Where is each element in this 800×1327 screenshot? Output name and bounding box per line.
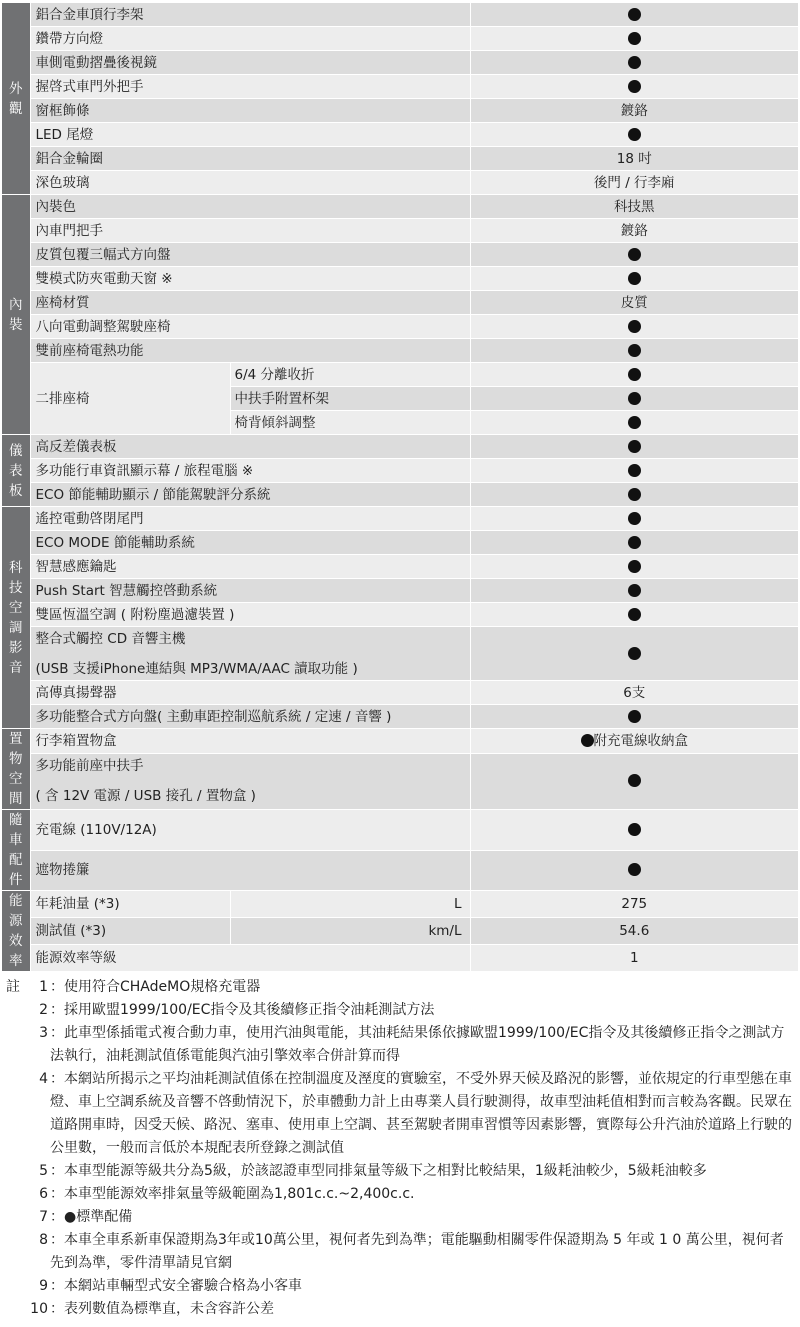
spec-value: 皮質 xyxy=(470,291,798,315)
item-label: 座椅材質 xyxy=(30,291,470,315)
note-item xyxy=(6,999,796,1022)
spec-value xyxy=(470,267,798,291)
category-char: 內 xyxy=(9,296,23,313)
item-label: 測試值 (*3) xyxy=(30,918,230,945)
spec-value-note: 附充電線收納盒 xyxy=(593,732,688,749)
standard-equipment-dot-icon xyxy=(628,823,641,836)
item-label: LED 尾燈 xyxy=(30,123,470,147)
item-label-line1: 多功能前座中扶手 xyxy=(35,758,144,775)
spec-row xyxy=(2,267,798,291)
item-label xyxy=(30,627,470,681)
standard-equipment-dot-icon xyxy=(628,774,641,787)
standard-equipment-dot-icon xyxy=(628,416,641,429)
spec-row xyxy=(2,918,798,945)
spec-value xyxy=(470,75,798,99)
spec-row xyxy=(2,147,798,171)
spec-row xyxy=(2,3,798,27)
item-label: 二排座椅 xyxy=(30,363,230,435)
category-char: 配 xyxy=(9,852,23,868)
note-number: 4 xyxy=(39,1071,48,1087)
item-label: 高傳真揚聲器 xyxy=(30,681,470,705)
note-number: 5 xyxy=(39,1163,48,1179)
category-char: 能 xyxy=(9,893,23,909)
spec-row xyxy=(2,459,798,483)
item-label: ECO 節能輔助顯示 / 節能駕駛評分系統 xyxy=(30,483,470,507)
note-item xyxy=(6,1068,796,1160)
note-item xyxy=(6,1275,796,1298)
item-label: Push Start 智慧觸控啓動系統 xyxy=(30,579,470,603)
note-text: ：●標準配備 xyxy=(50,1209,133,1225)
category-char: 表 xyxy=(9,462,23,479)
standard-equipment-dot-icon xyxy=(628,584,641,597)
item-label: 雙前座椅電熱功能 xyxy=(30,339,470,363)
spec-value xyxy=(470,123,798,147)
item-label: 能源效率等級 xyxy=(30,945,470,972)
spec-row xyxy=(2,27,798,51)
item-label: 遮物捲簾 xyxy=(30,850,470,891)
item-label: 多功能整合式方向盤( 主動車距控制巡航系統 / 定速 / 音響 ) xyxy=(30,705,470,729)
category-label xyxy=(2,507,30,729)
spec-value xyxy=(470,603,798,627)
spec-value xyxy=(470,411,798,435)
note-item xyxy=(6,1022,796,1068)
category-label xyxy=(2,891,30,972)
spec-value xyxy=(470,27,798,51)
category-char: 空 xyxy=(9,771,23,787)
sub-item-label: 椅背傾斜調整 xyxy=(230,411,470,435)
category-char: 外 xyxy=(9,80,23,97)
spec-row xyxy=(2,850,798,891)
spec-value: 6支 xyxy=(470,681,798,705)
item-label: 內裝色 xyxy=(30,195,470,219)
spec-value xyxy=(470,810,798,851)
standard-equipment-dot-icon xyxy=(628,512,641,525)
standard-equipment-dot-icon xyxy=(628,32,641,45)
category-char: 件 xyxy=(9,872,23,888)
item-label: 年耗油量 (*3) xyxy=(30,891,230,918)
note-text: ：本網站所揭示之平均油耗測試值係在控制溫度及溼度的實驗室，不受外界天候及路況的影響，並依規定的行車型態在車燈、車上空調系統及音響不啓動情況下，於車體動力計上由專業人員行駛測得，故車型油耗值相對而言較為客觀。民眾在道路開車時，因受天候、路況、塞車、使用車上空調、甚至駕駛者開車習慣等因素影響，實際每公升汽油於道路上行駛的公里數，一般而言低於本規配表所登錄之測試值 xyxy=(50,1071,792,1156)
spec-row xyxy=(2,810,798,851)
item-label-line2: ( 含 12V 電源 / USB 接孔 / 置物盒 ) xyxy=(35,788,256,805)
spec-row xyxy=(2,705,798,729)
item-label: 高反差儀表板 xyxy=(30,435,470,459)
item-label: 鋁合金輪圈 xyxy=(30,147,470,171)
standard-equipment-dot-icon xyxy=(628,368,641,381)
spec-value: 鍍鉻 xyxy=(470,99,798,123)
standard-equipment-dot-icon xyxy=(628,272,641,285)
standard-equipment-dot-icon xyxy=(628,608,641,621)
standard-equipment-dot-icon xyxy=(628,248,641,261)
standard-equipment-dot-icon xyxy=(628,488,641,501)
spec-row xyxy=(2,627,798,681)
note-text: ：本車全車系新車保證期為3年或10萬公里，視何者先到為準；電能驅動相關零件保證期為 5 年或 1 0 萬公里，視何者先到為準，零件清單請見官網 xyxy=(50,1232,784,1271)
spec-row xyxy=(2,729,798,754)
sub-item-label: 中扶手附置杯架 xyxy=(230,387,470,411)
spec-value xyxy=(470,705,798,729)
note-text: ：表列數值為標準直，未含容許公差 xyxy=(50,1301,274,1317)
item-label: 多功能行車資訊顯示幕 / 旅程電腦 ※ xyxy=(30,459,470,483)
note-text: ：採用歐盟1999/100/EC指令及其後續修正指令油耗測試方法 xyxy=(50,1002,435,1018)
spec-value xyxy=(470,51,798,75)
spec-value: 鍍鉻 xyxy=(470,219,798,243)
category-char: 板 xyxy=(9,482,23,499)
note-number: 8 xyxy=(39,1232,48,1248)
note-item xyxy=(6,1183,796,1206)
spec-row xyxy=(2,507,798,531)
note-item xyxy=(6,1160,796,1183)
item-label: 鑽帶方向燈 xyxy=(30,27,470,51)
note-number: 3 xyxy=(39,1025,48,1041)
spec-value xyxy=(470,3,798,27)
spec-value: 18 吋 xyxy=(470,147,798,171)
spec-row xyxy=(2,75,798,99)
category-char: 技 xyxy=(9,579,23,596)
category-char: 源 xyxy=(9,913,23,929)
unit-label: km/L xyxy=(230,918,470,945)
note-item xyxy=(6,1229,796,1275)
spec-table xyxy=(2,2,798,972)
note-text: ：使用符合CHAdeMO規格充電器 xyxy=(50,979,261,995)
spec-value xyxy=(470,531,798,555)
spec-row xyxy=(2,51,798,75)
standard-equipment-dot-icon xyxy=(581,734,594,747)
category-char: 物 xyxy=(9,751,23,767)
spec-value xyxy=(470,363,798,387)
standard-equipment-dot-icon xyxy=(628,440,641,453)
spec-row xyxy=(2,291,798,315)
spec-value: 54.6 xyxy=(470,918,798,945)
category-char: 音 xyxy=(9,659,23,676)
standard-equipment-dot-icon xyxy=(628,320,641,333)
item-label: 握啓式車門外把手 xyxy=(30,75,470,99)
notes-section xyxy=(6,976,796,1321)
standard-equipment-dot-icon xyxy=(628,710,641,723)
item-label: 智慧感應鑰匙 xyxy=(30,555,470,579)
spec-row xyxy=(2,531,798,555)
spec-value xyxy=(470,507,798,531)
item-label: 深色玻璃 xyxy=(30,171,470,195)
note-item xyxy=(6,1206,796,1229)
category-char: 空 xyxy=(9,599,23,616)
spec-row xyxy=(2,945,798,972)
spec-row xyxy=(2,681,798,705)
spec-value xyxy=(470,243,798,267)
spec-value: 1 xyxy=(470,945,798,972)
item-label: 八向電動調整駕駛座椅 xyxy=(30,315,470,339)
unit-label: L xyxy=(230,891,470,918)
spec-value xyxy=(470,579,798,603)
standard-equipment-dot-icon xyxy=(628,392,641,405)
spec-row xyxy=(2,123,798,147)
category-char: 影 xyxy=(9,639,23,656)
item-label: 窗框飾條 xyxy=(30,99,470,123)
spec-value xyxy=(470,627,798,681)
category-char: 隨 xyxy=(9,812,23,828)
category-char: 率 xyxy=(9,953,23,969)
category-char: 置 xyxy=(9,731,23,747)
standard-equipment-dot-icon xyxy=(628,80,641,93)
note-text: ：本網站車輛型式安全審驗合格為小客車 xyxy=(50,1278,302,1294)
item-label: 雙區恆溫空調 ( 附粉塵過濾裝置 ) xyxy=(30,603,470,627)
item-label: 充電線 (110V/12A) xyxy=(30,810,470,851)
spec-row xyxy=(2,171,798,195)
spec-row xyxy=(2,195,798,219)
spec-row xyxy=(2,483,798,507)
spec-value: 後門 / 行李廂 xyxy=(470,171,798,195)
spec-row xyxy=(2,603,798,627)
spec-value xyxy=(470,850,798,891)
category-char: 觀 xyxy=(9,100,23,117)
spec-value xyxy=(470,729,798,754)
item-label-line1: 整合式觸控 CD 音響主機 xyxy=(35,630,186,647)
note-text: ：本車型能源效率排氣量等級範圍為1,801c.c.~2,400c.c. xyxy=(50,1186,415,1202)
item-label: 車側電動摺疊後視鏡 xyxy=(30,51,470,75)
item-label: 遙控電動啓閉尾門 xyxy=(30,507,470,531)
spec-value: 科技黑 xyxy=(470,195,798,219)
standard-equipment-dot-icon xyxy=(628,560,641,573)
item-label xyxy=(30,753,470,809)
standard-equipment-dot-icon xyxy=(628,647,641,660)
category-label xyxy=(2,195,30,435)
note-text: ：本車型能源等級共分為5級，於該認證車型同排氣量等級下之相對比較結果，1級耗油較少，5級耗油較多 xyxy=(50,1163,707,1179)
spec-row xyxy=(2,219,798,243)
spec-row xyxy=(2,243,798,267)
spec-value: 275 xyxy=(470,891,798,918)
item-label: 皮質包覆三幅式方向盤 xyxy=(30,243,470,267)
note-number: 6 xyxy=(39,1186,48,1202)
note-number: 7 xyxy=(39,1209,48,1225)
standard-equipment-dot-icon xyxy=(628,344,641,357)
spec-value xyxy=(470,435,798,459)
category-label xyxy=(2,3,30,195)
note-number: 10 xyxy=(30,1301,48,1317)
spec-row xyxy=(2,579,798,603)
item-label: 行李箱置物盒 xyxy=(30,729,470,754)
spec-row xyxy=(2,339,798,363)
standard-equipment-dot-icon xyxy=(628,536,641,549)
category-char: 間 xyxy=(9,791,23,807)
item-label: ECO MODE 節能輔助系統 xyxy=(30,531,470,555)
category-char: 儀 xyxy=(9,442,23,459)
spec-value xyxy=(470,339,798,363)
note-item xyxy=(6,976,796,999)
item-label: 內車門把手 xyxy=(30,219,470,243)
spec-value xyxy=(470,387,798,411)
spec-row xyxy=(2,891,798,918)
item-label: 雙模式防夾電動天窗 ※ xyxy=(30,267,470,291)
category-char: 調 xyxy=(9,619,23,636)
note-text: ：此車型係插電式複合動力車，使用汽油與電能，其油耗結果係依據歐盟1999/100/EC指令及其後續修正指令之測試方法執行，油耗測試值係電能與汽油引擎效率合併計算而得 xyxy=(50,1025,785,1064)
spec-row xyxy=(2,753,798,809)
spec-value xyxy=(470,555,798,579)
category-char: 裝 xyxy=(9,316,23,333)
category-char: 科 xyxy=(9,559,23,576)
spec-value xyxy=(470,483,798,507)
spec-value xyxy=(470,753,798,809)
standard-equipment-dot-icon xyxy=(628,128,641,141)
notes-prefix: 註 xyxy=(6,979,20,995)
standard-equipment-dot-icon xyxy=(628,8,641,21)
category-char: 效 xyxy=(9,933,23,949)
item-label-line2: (USB 支援iPhone連結與 MP3/WMA/AAC 讀取功能 ) xyxy=(35,660,358,677)
category-label xyxy=(2,435,30,507)
spec-value xyxy=(470,459,798,483)
standard-equipment-dot-icon xyxy=(628,56,641,69)
spec-row xyxy=(2,435,798,459)
note-item xyxy=(6,1298,796,1321)
standard-equipment-dot-icon xyxy=(628,464,641,477)
spec-row xyxy=(2,99,798,123)
standard-equipment-dot-icon xyxy=(628,863,641,876)
note-number: 1 xyxy=(39,979,48,995)
sub-item-label: 6/4 分離收折 xyxy=(230,363,470,387)
spec-value xyxy=(470,315,798,339)
note-number: 9 xyxy=(39,1278,48,1294)
spec-row xyxy=(2,555,798,579)
category-label xyxy=(2,729,30,810)
note-number: 2 xyxy=(39,1002,48,1018)
category-label xyxy=(2,810,30,891)
spec-row xyxy=(2,363,798,387)
category-char: 車 xyxy=(9,832,23,848)
item-label: 鋁合金車頂行李架 xyxy=(30,3,470,27)
spec-row xyxy=(2,315,798,339)
